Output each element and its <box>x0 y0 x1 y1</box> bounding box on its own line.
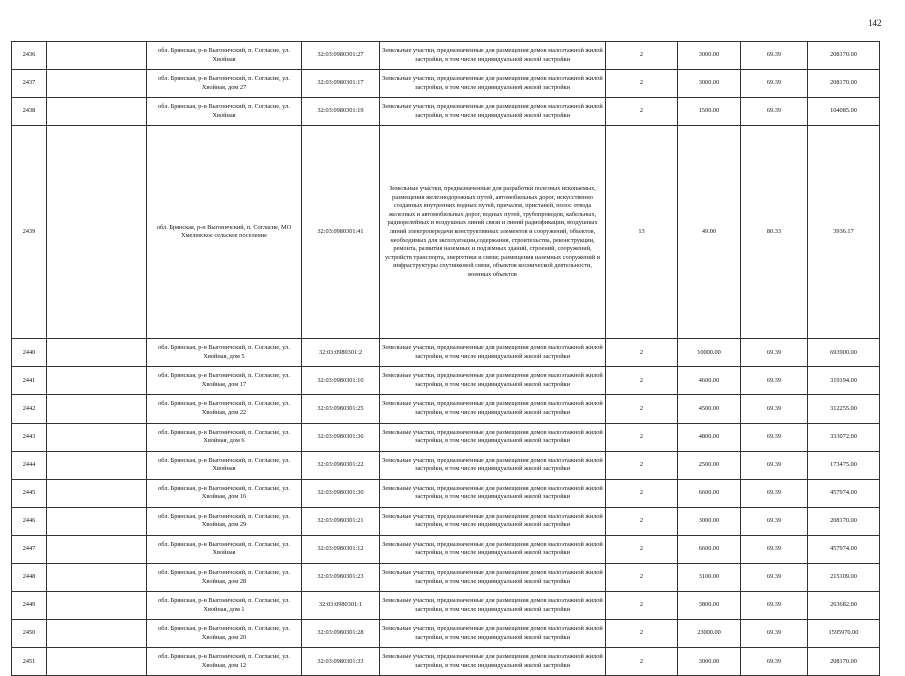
area-cell: 3000.00 <box>678 42 741 70</box>
specific-value-cell: 69.39 <box>741 592 808 620</box>
table-row <box>12 42 880 70</box>
cadastral-number-cell: 32:03:0980301:27 <box>302 42 380 70</box>
address-cell: обл. Брянская, р-н Выгоничский, п. Согласие, ул. Хвойная <box>147 98 302 126</box>
row-number-cell: 2438 <box>12 98 47 126</box>
row-number-cell: 2437 <box>12 70 47 98</box>
cadastral-value-cell: 208170.00 <box>808 507 880 535</box>
land-category-cell: Земельные участки, предназначенные для размещения домов малоэтажной жилой застройки, в том числе индивидуальной жилой застройки <box>380 42 606 70</box>
area-cell: 1500.00 <box>678 98 741 126</box>
land-category-cell: Земельные участки, предназначенные для размещения домов малоэтажной жилой застройки, в том числе индивидуальной жилой застройки <box>380 70 606 98</box>
address-cell: обл. Брянская, р-н Выгоничский, п. Согласие, ул. Хвойная, дом 17 <box>147 367 302 395</box>
land-category-cell: Земельные участки, предназначенные для размещения домов малоэтажной жилой застройки, в том числе индивидуальной жилой застройки <box>380 395 606 423</box>
cadastral-number-cell: 32:03:0980301:19 <box>302 98 380 126</box>
cadastral-value-cell: 3936.17 <box>808 126 880 339</box>
cadastral-value-cell: 333072.00 <box>808 423 880 451</box>
specific-value-cell: 69.39 <box>741 339 808 367</box>
table-row <box>12 507 880 535</box>
table-row <box>12 423 880 451</box>
land-category-cell: Земельные участки, предназначенные для размещения домов малоэтажной жилой застройки, в том числе индивидуальной жилой застройки <box>380 367 606 395</box>
area-cell: 4500.00 <box>678 395 741 423</box>
address-cell: обл. Брянская, р-н Выгоничский, п. Согласие, ул. Хвойная, дом 5 <box>147 339 302 367</box>
cadastral-value-table <box>11 41 880 676</box>
cadastral-number-cell: 32:03:0980301:12 <box>302 535 380 563</box>
address-cell: обл. Брянская, р-н Выгоничский, п. Согласие, ул. Хвойная, дом 28 <box>147 564 302 592</box>
empty-cell <box>47 42 147 70</box>
area-cell: 2500.00 <box>678 451 741 479</box>
row-number-cell: 2444 <box>12 451 47 479</box>
specific-value-cell: 69.39 <box>741 535 808 563</box>
cadastral-number-cell: 32:03:0980301:22 <box>302 451 380 479</box>
cadastral-number-cell: 32:03:0980301:17 <box>302 70 380 98</box>
group-cell: 2 <box>606 564 678 592</box>
specific-value-cell: 80.33 <box>741 126 808 339</box>
page-number: 142 <box>868 18 882 28</box>
row-number-cell: 2446 <box>12 507 47 535</box>
cadastral-value-cell: 1595970.00 <box>808 620 880 648</box>
address-cell: обл. Брянская, р-н Выгоничский, п. Согласие, ул. Хвойная, дом 22 <box>147 395 302 423</box>
address-cell: обл. Брянская, р-н Выгоничский, п. Согласие, ул. Хвойная, дом 6 <box>147 423 302 451</box>
address-cell: обл. Брянская, р-н Выгоничский, п. Согласие, ул. Хвойная, дом 12 <box>147 648 302 676</box>
empty-cell <box>47 126 147 339</box>
land-category-cell: Земельные участки, предназначенные для размещения домов малоэтажной жилой застройки, в том числе индивидуальной жилой застройки <box>380 98 606 126</box>
table-row <box>12 535 880 563</box>
group-cell: 2 <box>606 479 678 507</box>
cadastral-number-cell: 32:03:0980301:33 <box>302 648 380 676</box>
group-cell: 2 <box>606 70 678 98</box>
cadastral-value-cell: 319194.00 <box>808 367 880 395</box>
specific-value-cell: 69.39 <box>741 395 808 423</box>
table-row <box>12 564 880 592</box>
land-category-cell: Земельные участки, предназначенные для размещения домов малоэтажной жилой застройки, в том числе индивидуальной жилой застройки <box>380 535 606 563</box>
specific-value-cell: 69.39 <box>741 70 808 98</box>
cadastral-value-cell: 457974.00 <box>808 535 880 563</box>
land-category-cell: Земельные участки, предназначенные для размещения домов малоэтажной жилой застройки, в том числе индивидуальной жилой застройки <box>380 507 606 535</box>
table-row <box>12 70 880 98</box>
address-cell: обл. Брянская, р-н Выгоничский, п. Согласие, ул. Хвойная, дом 29 <box>147 507 302 535</box>
group-cell: 2 <box>606 423 678 451</box>
land-category-cell: Земельные участки, предназначенные для размещения домов малоэтажной жилой застройки, в том числе индивидуальной жилой застройки <box>380 339 606 367</box>
group-cell: 2 <box>606 620 678 648</box>
empty-cell <box>47 70 147 98</box>
row-number-cell: 2442 <box>12 395 47 423</box>
group-cell: 2 <box>606 339 678 367</box>
cadastral-value-cell: 215109.00 <box>808 564 880 592</box>
empty-cell <box>47 535 147 563</box>
cadastral-number-cell: 32:03:0980301:25 <box>302 395 380 423</box>
specific-value-cell: 69.39 <box>741 367 808 395</box>
area-cell: 6600.00 <box>678 479 741 507</box>
cadastral-number-cell: 32:03:0980301:23 <box>302 564 380 592</box>
specific-value-cell: 69.39 <box>741 479 808 507</box>
area-cell: 49.00 <box>678 126 741 339</box>
address-cell: обл. Брянская, р-н Выгоничский, п. Согласие, МО Хмелевское сельское поселение <box>147 126 302 339</box>
group-cell: 2 <box>606 98 678 126</box>
empty-cell <box>47 592 147 620</box>
address-cell: обл. Брянская, р-н Выгоничский, п. Согласие, ул. Хвойная <box>147 535 302 563</box>
cadastral-number-cell: 32:03:0980301:36 <box>302 423 380 451</box>
table-row <box>12 620 880 648</box>
empty-cell <box>47 339 147 367</box>
table-row <box>12 126 880 339</box>
group-cell: 2 <box>606 367 678 395</box>
row-number-cell: 2441 <box>12 367 47 395</box>
row-number-cell: 2440 <box>12 339 47 367</box>
specific-value-cell: 69.39 <box>741 423 808 451</box>
cadastral-number-cell: 32:03:0980301:28 <box>302 620 380 648</box>
specific-value-cell: 69.39 <box>741 620 808 648</box>
table-row <box>12 451 880 479</box>
table-row <box>12 592 880 620</box>
empty-cell <box>47 98 147 126</box>
table-row <box>12 98 880 126</box>
cadastral-value-cell: 263682.00 <box>808 592 880 620</box>
address-cell: обл. Брянская, р-н Выгоничский, п. Согласие, ул. Хвойная, дом 20 <box>147 620 302 648</box>
row-number-cell: 2449 <box>12 592 47 620</box>
specific-value-cell: 69.39 <box>741 42 808 70</box>
table-row <box>12 367 880 395</box>
specific-value-cell: 69.39 <box>741 451 808 479</box>
area-cell: 3000.00 <box>678 70 741 98</box>
group-cell: 2 <box>606 42 678 70</box>
row-number-cell: 2447 <box>12 535 47 563</box>
table-row <box>12 648 880 676</box>
row-number-cell: 2436 <box>12 42 47 70</box>
land-category-cell: Земельные участки, предназначенные для размещения домов малоэтажной жилой застройки, в том числе индивидуальной жилой застройки <box>380 451 606 479</box>
area-cell: 10000.00 <box>678 339 741 367</box>
table-row <box>12 339 880 367</box>
group-cell: 2 <box>606 507 678 535</box>
row-number-cell: 2451 <box>12 648 47 676</box>
empty-cell <box>47 648 147 676</box>
address-cell: обл. Брянская, р-н Выгоничский, п. Согласие, ул. Хвойная, дом 1 <box>147 592 302 620</box>
cadastral-value-cell: 457974.00 <box>808 479 880 507</box>
area-cell: 23000.00 <box>678 620 741 648</box>
cadastral-number-cell: 32:03:0980301:10 <box>302 367 380 395</box>
empty-cell <box>47 451 147 479</box>
specific-value-cell: 69.39 <box>741 507 808 535</box>
cadastral-value-cell: 104085.00 <box>808 98 880 126</box>
empty-cell <box>47 507 147 535</box>
empty-cell <box>47 395 147 423</box>
area-cell: 3100.00 <box>678 564 741 592</box>
empty-cell <box>47 479 147 507</box>
empty-cell <box>47 423 147 451</box>
table-row <box>12 479 880 507</box>
empty-cell <box>47 564 147 592</box>
area-cell: 3000.00 <box>678 507 741 535</box>
land-category-cell: Земельные участки, предназначенные для размещения домов малоэтажной жилой застройки, в том числе индивидуальной жилой застройки <box>380 620 606 648</box>
group-cell: 2 <box>606 395 678 423</box>
group-cell: 2 <box>606 592 678 620</box>
row-number-cell: 2450 <box>12 620 47 648</box>
cadastral-value-cell: 173475.00 <box>808 451 880 479</box>
cadastral-number-cell: 32:03:0980301:41 <box>302 126 380 339</box>
group-cell: 13 <box>606 126 678 339</box>
cadastral-number-cell: 32:03:0980301:21 <box>302 507 380 535</box>
specific-value-cell: 69.39 <box>741 98 808 126</box>
cadastral-number-cell: 32:03:0980301:30 <box>302 479 380 507</box>
address-cell: обл. Брянская, р-н Выгоничский, п. Согласие, ул. Хвойная, дом 27 <box>147 70 302 98</box>
row-number-cell: 2443 <box>12 423 47 451</box>
table-row <box>12 395 880 423</box>
land-category-cell: Земельные участки, предназначенные для размещения домов малоэтажной жилой застройки, в том числе индивидуальной жилой застройки <box>380 564 606 592</box>
address-cell: обл. Брянская, р-н Выгоничский, п. Согласие, ул. Хвойная <box>147 42 302 70</box>
empty-cell <box>47 367 147 395</box>
area-cell: 3000.00 <box>678 648 741 676</box>
address-cell: обл. Брянская, р-н Выгоничский, п. Согласие, ул. Хвойная <box>147 451 302 479</box>
group-cell: 2 <box>606 535 678 563</box>
area-cell: 3800.00 <box>678 592 741 620</box>
row-number-cell: 2445 <box>12 479 47 507</box>
land-category-cell: Земельные участки, предназначенные для размещения домов малоэтажной жилой застройки, в том числе индивидуальной жилой застройки <box>380 648 606 676</box>
area-cell: 4600.00 <box>678 367 741 395</box>
cadastral-value-cell: 208170.00 <box>808 70 880 98</box>
specific-value-cell: 69.39 <box>741 648 808 676</box>
land-category-cell: Земельные участки, предназначенные для размещения домов малоэтажной жилой застройки, в том числе индивидуальной жилой застройки <box>380 423 606 451</box>
cadastral-number-cell: 32:03:0980301:1 <box>302 592 380 620</box>
cadastral-value-cell: 208170.00 <box>808 42 880 70</box>
row-number-cell: 2439 <box>12 126 47 339</box>
land-category-cell: Земельные участки, предназначенные для разработки полезных ископаемых, размещения железнодорожных путей, автомобильных дорог, искусственно созданных внутренних водных путей, причалов, пристаней, полос отвода железных и автомобильных дорог, водных путей, трубопроводов, кабельных, радиорелейных и воздушных линий связи и линий радиофикации, воздушных линий электропередачи конструктивных элементов и сооружений, объектов, необходимых для эксплуатации,содержания, строительства, реконструкции, ремонта, развития наземных и подземных зданий, строений, сооружений, устройств транспорта, энергетики и связи; размещения наземных сооружений и инфраструктуры спутниковой связи, объектов космической деятельности, военных объектов <box>380 126 606 339</box>
row-number-cell: 2448 <box>12 564 47 592</box>
address-cell: обл. Брянская, р-н Выгоничский, п. Согласие, ул. Хвойная, дом 16 <box>147 479 302 507</box>
group-cell: 2 <box>606 451 678 479</box>
area-cell: 6600.00 <box>678 535 741 563</box>
cadastral-value-cell: 208170.00 <box>808 648 880 676</box>
land-category-cell: Земельные участки, предназначенные для размещения домов малоэтажной жилой застройки, в том числе индивидуальной жилой застройки <box>380 479 606 507</box>
cadastral-value-cell: 312255.00 <box>808 395 880 423</box>
cadastral-number-cell: 32:03:0980301:2 <box>302 339 380 367</box>
empty-cell <box>47 620 147 648</box>
cadastral-value-cell: 693900.00 <box>808 339 880 367</box>
specific-value-cell: 69.39 <box>741 564 808 592</box>
group-cell: 2 <box>606 648 678 676</box>
land-category-cell: Земельные участки, предназначенные для размещения домов малоэтажной жилой застройки, в том числе индивидуальной жилой застройки <box>380 592 606 620</box>
area-cell: 4800.00 <box>678 423 741 451</box>
